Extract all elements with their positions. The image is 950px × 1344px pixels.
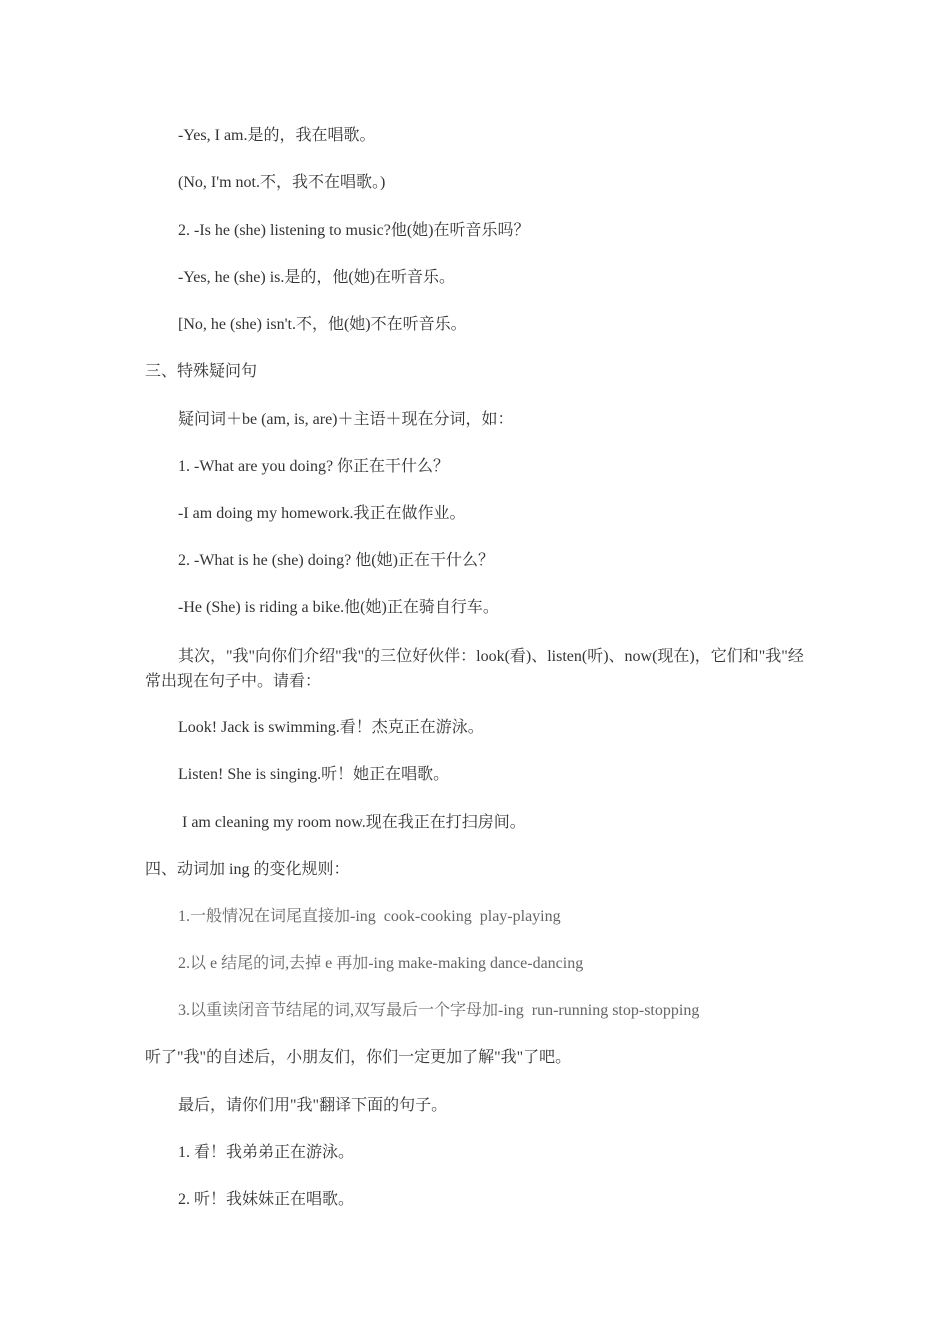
text-line: -Yes, he (she) is.是的，他(她)在听音乐。 bbox=[178, 269, 456, 286]
text-line: 1. 看！我弟弟正在游泳。 bbox=[178, 1144, 355, 1161]
section-heading: 三、特殊疑问句 bbox=[145, 363, 258, 380]
paragraph: 其次，"我"向你们介绍"我"的三位好伙伴：look(看)、listen(听)、now(现在)，它们和"我"经常出现在句子中。请看： bbox=[145, 648, 804, 690]
rule-line: 1.一般情况在词尾直接加-ing cook-cooking play-playing bbox=[178, 908, 561, 925]
text-line: 2. -Is he (she) listening to music?他(她)在听音乐吗？ bbox=[178, 222, 530, 239]
section-heading: 四、动词加 ing 的变化规则： bbox=[145, 861, 350, 878]
text-line: 听了"我"的自述后，小朋友们，你们一定更加了解"我"了吧。 bbox=[145, 1049, 572, 1066]
text-line: -I am doing my homework.我正在做作业。 bbox=[178, 505, 466, 522]
text-line: Listen! She is singing.听！她正在唱歌。 bbox=[178, 766, 450, 783]
text-line: -Yes, I am.是的，我在唱歌。 bbox=[178, 127, 376, 144]
text-line: 1. -What are you doing? 你正在干什么？ bbox=[178, 458, 450, 475]
text-line: 2. 听！我妹妹正在唱歌。 bbox=[178, 1191, 355, 1208]
text-line: -He (She) is riding a bike.他(她)正在骑自行车。 bbox=[178, 599, 499, 616]
text-line: I am cleaning my room now.现在我正在打扫房间。 bbox=[178, 814, 526, 831]
text-line: (No, I'm not.不，我不在唱歌。) bbox=[178, 174, 386, 191]
rule-line: 3.以重读闭音节结尾的词,双写最后一个字母加-ing run-running stop-stopping bbox=[178, 1002, 700, 1019]
text-line: Look! Jack is swimming.看！杰克正在游泳。 bbox=[178, 719, 484, 736]
text-line: [No, he (she) isn't.不，他(她)不在听音乐。 bbox=[178, 316, 467, 333]
text-line: 疑问词＋be (am, is, are)＋主语＋现在分词，如： bbox=[178, 411, 514, 428]
text-line: 最后，请你们用"我"翻译下面的句子。 bbox=[178, 1097, 448, 1114]
rule-line: 2.以 e 结尾的词,去掉 e 再加-ing make-making dance-dancing bbox=[178, 955, 584, 972]
text-line: 2. -What is he (she) doing? 他(她)正在干什么？ bbox=[178, 552, 494, 569]
